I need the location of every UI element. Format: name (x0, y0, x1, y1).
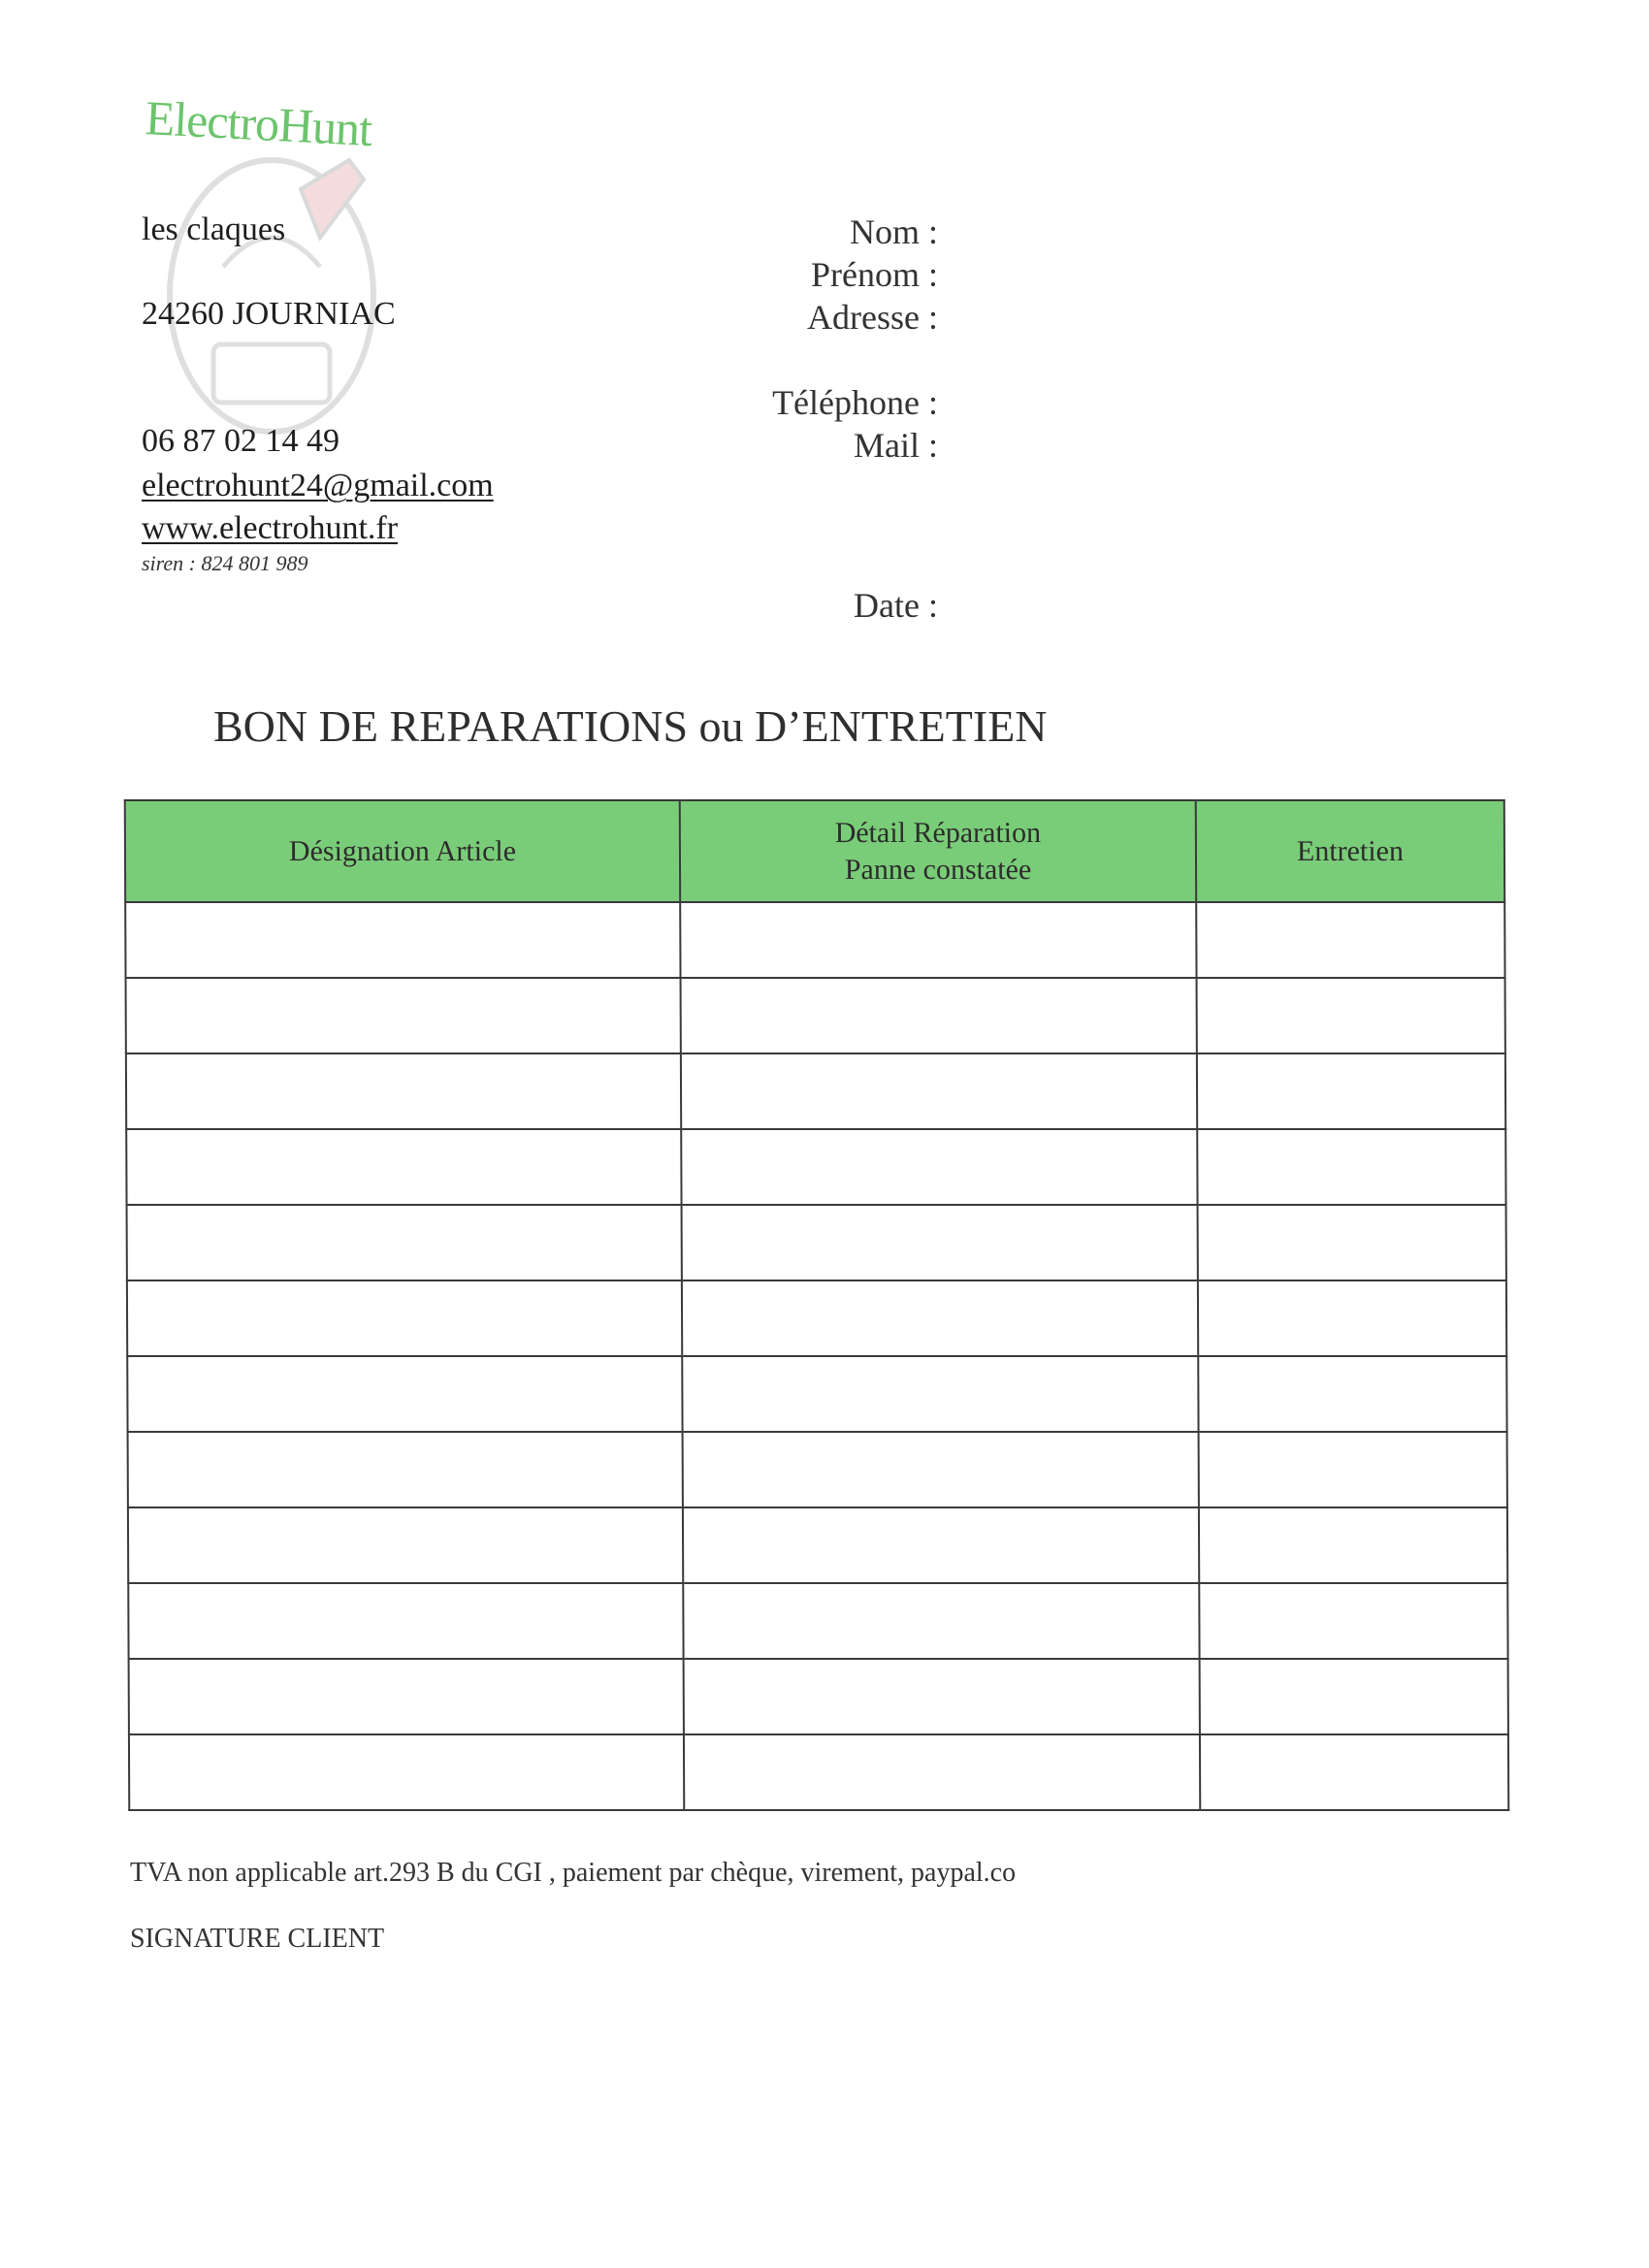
document-title: BON DE REPARATIONS ou D’ENTRETIEN (213, 701, 1048, 751)
repair-table (124, 799, 1510, 1811)
detail-cell[interactable] (684, 1659, 1200, 1734)
table-row (126, 1053, 1505, 1129)
company-address-line2: 24260 JOURNIAC (142, 296, 396, 332)
entretien-cell[interactable] (1199, 1507, 1507, 1583)
table-row (126, 978, 1505, 1053)
detail-cell[interactable] (684, 1734, 1200, 1810)
entretien-cell[interactable] (1197, 1053, 1505, 1129)
designation-cell[interactable] (129, 1734, 684, 1810)
table-row (128, 1583, 1507, 1659)
detail-cell[interactable] (683, 1507, 1199, 1583)
detail-cell[interactable] (682, 1356, 1198, 1432)
detail-cell[interactable] (681, 978, 1197, 1053)
table-row (127, 1356, 1506, 1432)
table-row (129, 1659, 1508, 1734)
entretien-cell[interactable] (1198, 1205, 1506, 1280)
company-address-line1: les claques (142, 211, 286, 247)
detail-cell[interactable] (681, 1053, 1197, 1129)
table-row (127, 1205, 1506, 1280)
entretien-cell[interactable] (1197, 978, 1505, 1053)
client-nom-label: Nom : (849, 212, 938, 251)
entretien-cell[interactable] (1199, 1583, 1507, 1659)
company-website-link[interactable]: www.electrohunt.fr (142, 510, 399, 546)
entretien-cell[interactable] (1200, 1659, 1508, 1734)
entretien-cell[interactable] (1198, 1356, 1506, 1432)
designation-cell[interactable] (127, 1356, 682, 1432)
header-entretien (1196, 800, 1504, 902)
table-row (127, 1280, 1506, 1356)
detail-cell[interactable] (683, 1432, 1199, 1507)
header-entretien-label: Entretien (1296, 834, 1404, 867)
table-row (126, 1129, 1505, 1205)
detail-cell[interactable] (680, 902, 1196, 978)
designation-cell[interactable] (127, 1280, 682, 1356)
designation-cell[interactable] (128, 1432, 683, 1507)
client-prenom-label: Prénom : (811, 255, 938, 294)
table-body (125, 902, 1508, 1810)
detail-cell[interactable] (683, 1583, 1199, 1659)
designation-cell[interactable] (126, 978, 681, 1053)
designation-cell[interactable] (126, 1053, 681, 1129)
table-row (129, 1734, 1508, 1810)
entretien-cell[interactable] (1196, 902, 1504, 978)
client-adresse-label: Adresse : (807, 298, 938, 337)
designation-cell[interactable] (125, 902, 680, 978)
client-telephone-label: Téléphone : (772, 383, 938, 422)
client-date-label: Date : (854, 586, 938, 625)
company-logo-text: ElectroHunt (144, 90, 373, 157)
designation-cell[interactable] (129, 1659, 684, 1734)
designation-cell[interactable] (128, 1583, 683, 1659)
table-header-row (125, 800, 1504, 902)
entretien-cell[interactable] (1197, 1129, 1505, 1205)
header-detail (680, 800, 1196, 902)
header-detail-line1: Détail Réparation (834, 816, 1042, 849)
table-row (128, 1432, 1507, 1507)
header-detail-line2: Panne constatée (844, 853, 1032, 886)
entretien-cell[interactable] (1199, 1432, 1507, 1507)
company-email-link[interactable]: electrohunt24@gmail.com (142, 468, 494, 503)
designation-cell[interactable] (128, 1507, 683, 1583)
company-phone: 06 87 02 14 49 (142, 423, 340, 459)
signature-label: SIGNATURE CLIENT (130, 1924, 385, 1954)
tva-payment-note: TVA non applicable art.293 B du CGI , paiement par chèque, virement, paypal.co (130, 1858, 1017, 1888)
detail-cell[interactable] (682, 1205, 1198, 1280)
detail-cell[interactable] (682, 1280, 1198, 1356)
entretien-cell[interactable] (1198, 1280, 1506, 1356)
table-row (128, 1507, 1507, 1583)
table-row (125, 902, 1504, 978)
detail-cell[interactable] (681, 1129, 1197, 1205)
designation-cell[interactable] (126, 1129, 681, 1205)
client-mail-label: Mail : (854, 426, 938, 465)
company-siren: siren : 824 801 989 (142, 551, 308, 575)
entretien-cell[interactable] (1200, 1734, 1508, 1810)
designation-cell[interactable] (127, 1205, 682, 1280)
header-designation (125, 800, 680, 902)
header-designation-label: Désignation Article (288, 834, 517, 867)
